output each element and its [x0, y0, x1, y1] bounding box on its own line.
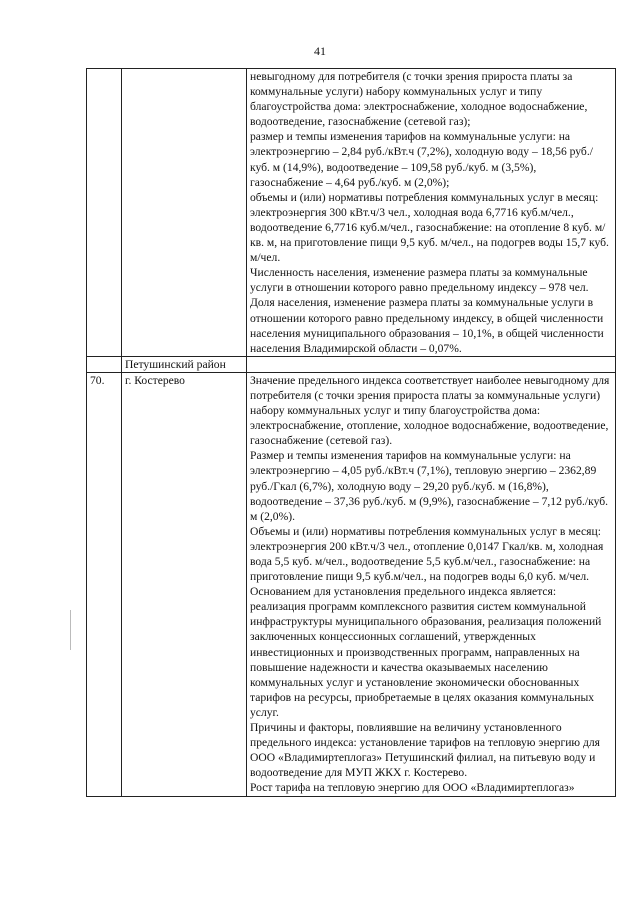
row-number-cell	[87, 69, 122, 357]
table-row	[87, 372, 616, 796]
table-row	[87, 69, 616, 357]
district-heading-cell: Петушинский район	[122, 356, 247, 372]
document-table	[86, 68, 616, 797]
row-number-cell	[87, 356, 122, 372]
municipality-cell: г. Костерево	[122, 372, 247, 796]
description-cell	[247, 372, 616, 796]
table-row	[87, 356, 616, 372]
paragraph: Доля населения, изменение размера платы за коммунальные услуги в отношении которого равно предельному индексу, в общей численности населения муниципального образования – 10,1%, в общей численности населения Владимирской области – 0,07%.	[250, 296, 604, 355]
paragraph: Значение предельного индекса соответствует наиболее невыгодному для потребителя (с точки зрения прироста платы за коммунальные услуги) набору коммунальных услуг и типу благоустройства дома: электроснабжение, отопление, холодное водоснабжение, водоотведение, газоснабжение (сетевой газ).	[250, 373, 610, 448]
row-number-cell: 70.	[87, 372, 122, 796]
description-cell	[247, 356, 616, 372]
margin-mark	[70, 610, 71, 650]
paragraph: Основанием для установления предельного индекса является: реализация программ комплексного развития систем коммунальной инфраструктуры муниципального образования, реализация положений заключенных концессионных соглашений, утвержденных инвестиционных и производственных программ, направленных на повышение надежности и качества оказываемых населению коммунальных услуг и установление экономически обоснованных тарифов на ресурсы, приобретаемые в целях оказания коммунальных услуг.	[250, 585, 602, 719]
description-cell	[247, 69, 616, 357]
paragraph: объемы и (или) нормативы потребления коммунальных услуг в месяц: электроэнергия 300 кВт.ч/3 чел., холодная вода 6,7716 куб.м/чел., водоотведение 6,7716 куб.м/чел., газоснабжение: на отопление 8 куб. м/кв. м, на приготовление пищи 9,5 куб. м/чел., на подогрев воды 15,7 куб. м/чел.	[250, 190, 609, 265]
paragraph: Объемы и (или) нормативы потребления коммунальных услуг в месяц: электроэнергия 200 кВт.ч/3 чел., отопление 0,0147 Гкал/кв. м, холодная вода 5,5 куб. м/чел., водоотведение 5,5 куб.м/чел., газоснабжение: на приготовление пищи 9,5 куб.м/чел., на подогрев воды 6,0 куб. м/чел.	[250, 524, 604, 584]
page-number: 41	[314, 44, 326, 58]
paragraph: Рост тарифа на тепловую энергию для ООО «Владимиртеплогаз»	[250, 781, 575, 795]
paragraph: размер и темпы изменения тарифов на коммунальные услуги: на электроэнергию – 2,84 руб./кВт.ч (7,2%), холодную воду – 18,56 руб./куб. м (14,9%), водоотведение – 109,58 руб./куб. м (3,5%), газоснабжение – 4,64 руб./куб. м (2,0%);	[250, 130, 593, 189]
paragraph: невыгодному для потребителя (с точки зрения прироста платы за коммунальные услуги) набору коммунальных услуг и типу благоустройства дома: электроснабжение, холодное водоснабжение, водоотведение, газоснабжение (сетевой газ);	[250, 70, 588, 129]
municipality-cell	[122, 69, 247, 357]
paragraph: Причины и факторы, повлиявшие на величину установленного предельного индекса: установление тарифов на тепловую энергию для ООО «Владимиртеплогаз» Петушинский филиал, на питьевую воду и водоотведение для МУП ЖКХ г. Костерево.	[250, 721, 601, 780]
paragraph: Численность населения, изменение размера платы за коммунальные услуги в отношении которого равно предельному индексу – 978 чел.	[250, 266, 589, 295]
paragraph: Размер и темпы изменения тарифов на коммунальные услуги: на электроэнергию – 4,05 руб./кВт.ч (7,1%), тепловую энергию – 2362,89 руб./Гкал (6,7%), холодную воду – 29,20 руб./куб. м (16,8%), водоотведение – 37,36 руб./куб. м (9,9%), газоснабжение – 7,12 руб./куб. м (2,0%).	[250, 449, 609, 523]
